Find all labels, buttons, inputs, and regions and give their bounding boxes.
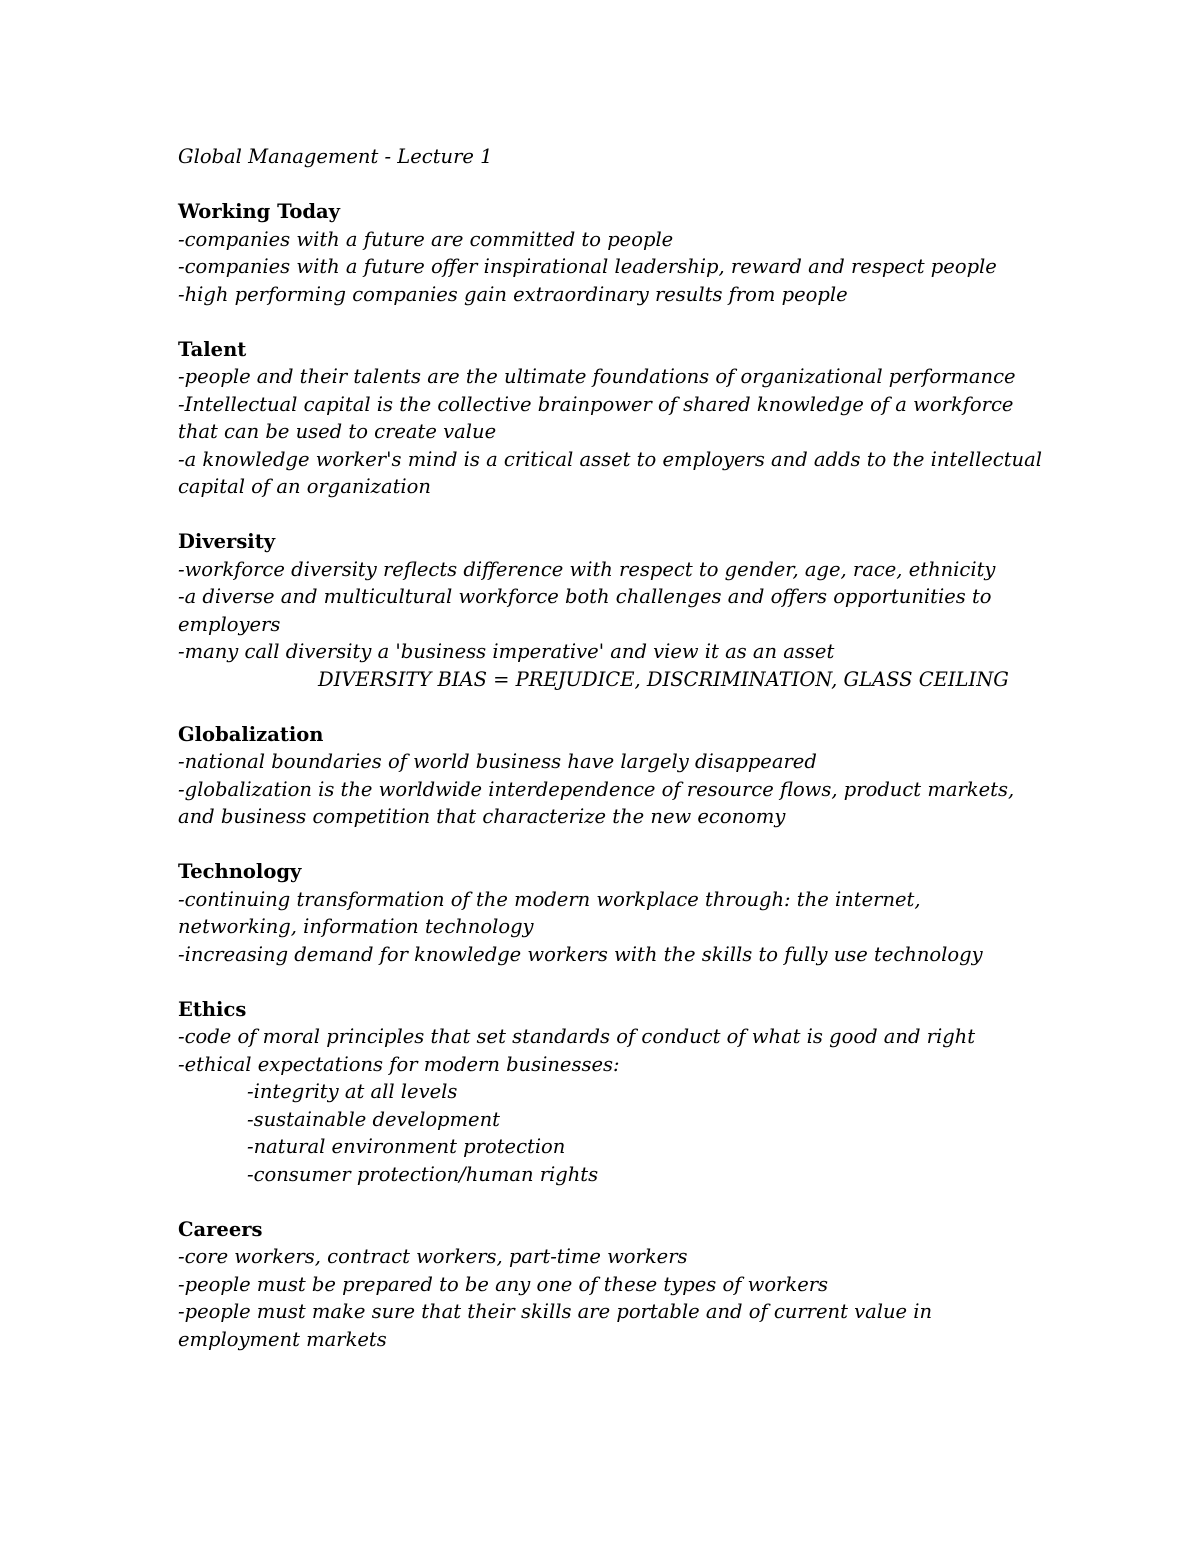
section-line: -code of moral principles that set standards of conduct of what is good and right xyxy=(178,1025,976,1048)
section-line: -people and their talents are the ultimate foundations of organizational performance xyxy=(178,365,1016,388)
section-line: -globalization is the worldwide interdependence of resource flows, product markets, xyxy=(178,777,1015,801)
section-working-today xyxy=(178,198,1058,308)
section-line: that can be used to create value xyxy=(178,420,497,443)
section-line: capital of an organization xyxy=(178,475,431,498)
section-heading: Talent xyxy=(178,337,247,361)
section-heading: Working Today xyxy=(178,200,340,223)
section-line: -many call diversity a 'business imperative' and view it as an asset xyxy=(178,640,835,663)
section-line: -consumer protection/human rights xyxy=(247,1162,599,1186)
section-heading: Diversity xyxy=(178,530,276,553)
section-line: -a knowledge worker's mind is a critical asset to employers and adds to the intellectual xyxy=(178,447,1042,471)
section-line: -companies with a future are committed to people xyxy=(178,227,674,251)
section-heading: Globalization xyxy=(178,722,324,746)
section-technology xyxy=(178,858,1058,968)
section-line: -core workers, contract workers, part-time workers xyxy=(178,1245,688,1268)
section-line: and business competition that characterize the new economy xyxy=(178,805,786,828)
section-line: -Intellectual capital is the collective brainpower of shared knowledge of a workforce xyxy=(178,392,1014,416)
section-line: -companies with a future offer inspirational leadership, reward and respect people xyxy=(178,255,997,278)
section-line: -integrity at all levels xyxy=(247,1080,458,1103)
section-line: -workforce diversity reflects difference with respect to gender, age, race, ethnicity xyxy=(178,557,996,581)
document-page xyxy=(178,143,1058,1353)
section-line: -a diverse and multicultural workforce both challenges and offers opportunities to xyxy=(178,585,992,608)
section-line: -increasing demand for knowledge workers with the skills to fully use technology xyxy=(178,942,983,966)
section-line: -sustainable development xyxy=(247,1107,500,1131)
section-line: -natural environment protection xyxy=(247,1135,566,1158)
section-line: -ethical expectations for modern businesses: xyxy=(178,1052,620,1076)
section-heading: Ethics xyxy=(178,997,247,1021)
section-heading: Technology xyxy=(178,860,302,883)
section-line: -national boundaries of world business have largely disappeared xyxy=(178,750,817,773)
section-heading: Careers xyxy=(178,1217,263,1241)
section-line: DIVERSITY BIAS = PREJUDICE, DISCRIMINATION, GLASS CEILING xyxy=(318,667,1009,691)
section-line: -continuing transformation of the modern workplace through: the internet, xyxy=(178,887,921,911)
section-line: employers xyxy=(178,612,281,636)
section-globalization xyxy=(178,721,1058,831)
section-line: networking, information technology xyxy=(178,915,534,938)
section-line: employment markets xyxy=(178,1327,387,1351)
section-line: -people must be prepared to be any one of these types of workers xyxy=(178,1272,829,1296)
document-title: Global Management - Lecture 1 xyxy=(178,145,493,168)
section-list xyxy=(178,198,1058,1353)
section-line: -people must make sure that their skills are portable and of current value in xyxy=(178,1300,933,1323)
section-careers xyxy=(178,1216,1058,1354)
section-ethics xyxy=(178,996,1058,1189)
section-diversity xyxy=(178,528,1058,693)
section-line: -high performing companies gain extraordinary results from people xyxy=(178,282,848,306)
section-talent xyxy=(178,336,1058,501)
